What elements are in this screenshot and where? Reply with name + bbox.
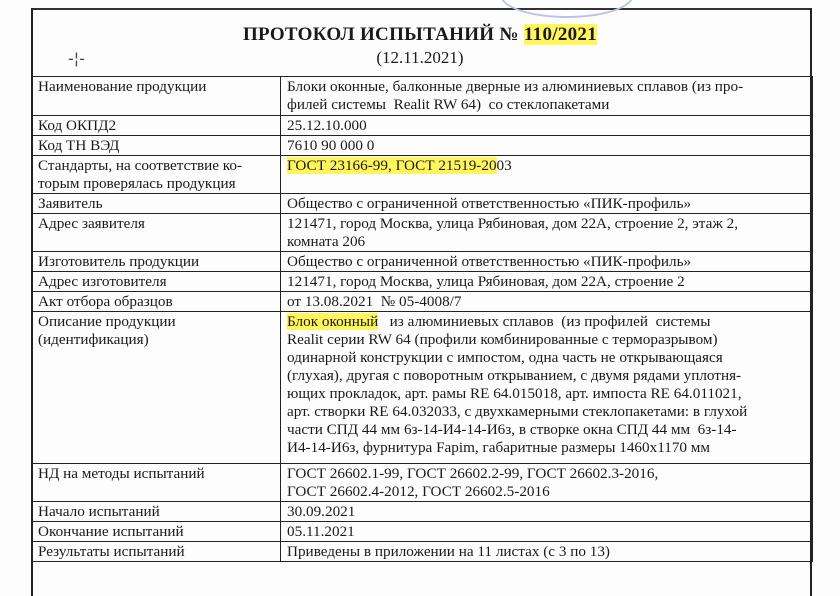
value-line: (глухая), другая с поворотным открыванием, с двумя рядами уплотня- xyxy=(287,367,742,384)
row-value xyxy=(281,502,813,522)
protocol-table xyxy=(31,76,813,562)
table-row xyxy=(32,464,813,502)
row-value xyxy=(281,312,813,464)
value-line: комната 206 xyxy=(287,233,366,250)
table-row xyxy=(32,214,813,252)
row-value xyxy=(281,214,813,252)
value-line: части СПД 44 мм 6з-14-И4-14-И6з, в створке окна СПД 44 мм 6з-14- xyxy=(287,421,737,438)
value-line: Общество с ограниченной ответственностью «ПИК-профиль» xyxy=(287,195,692,212)
highlighted-text: Блок оконный xyxy=(287,313,379,330)
document-date: (12.11.2021) xyxy=(376,48,464,67)
label-line: торым проверялась продукция xyxy=(38,175,236,192)
label-line: (идентификация) xyxy=(38,331,149,348)
value-line: арт. створки RE 64.032033, с двухкамерными стеклопакетами: в глухой xyxy=(287,403,748,420)
table-row xyxy=(32,272,813,292)
value-line xyxy=(287,157,806,175)
table-row xyxy=(32,156,813,194)
row-label xyxy=(32,522,281,542)
row-label xyxy=(32,116,281,136)
row-label xyxy=(32,272,281,292)
label-line: Код ОКПД2 xyxy=(38,117,117,134)
row-value xyxy=(281,194,813,214)
row-value xyxy=(281,272,813,292)
label-line: Код ТН ВЭД xyxy=(38,137,120,154)
table-row xyxy=(32,136,813,156)
table-row xyxy=(32,252,813,272)
value-line: 05.11.2021 xyxy=(287,523,355,540)
value-line: 7610 90 000 0 xyxy=(287,137,375,154)
label-line: Изготовитель продукции xyxy=(38,253,200,270)
value-line: 121471, город Москва, улица Рябиновая, дом 22А, строение 2 xyxy=(287,273,685,290)
stamp-fragment xyxy=(500,0,634,18)
value-text: 03 xyxy=(496,157,512,174)
label-line: Акт отбора образцов xyxy=(38,293,173,310)
row-value xyxy=(281,522,813,542)
value-text: из алюминиевых сплавов (из профилей системы xyxy=(378,313,711,330)
label-line: Адрес заявителя xyxy=(38,215,145,232)
value-line xyxy=(287,313,806,331)
page-frame-top xyxy=(31,8,812,10)
row-label xyxy=(32,312,281,464)
row-label xyxy=(32,214,281,252)
title-prefix: ПРОТОКОЛ ИСПЫТАНИЙ № xyxy=(242,24,519,45)
row-value xyxy=(281,116,813,136)
table-row xyxy=(32,116,813,136)
table-row xyxy=(32,312,813,464)
label-line: Описание продукции xyxy=(38,313,176,330)
value-line: Realit серии RW 64 (профили комбинированные с терморазрывом) xyxy=(287,331,718,348)
protocol-number: 110/2021 xyxy=(523,24,598,45)
label-line: Начало испытаний xyxy=(38,503,160,520)
label-line: Результаты испытаний xyxy=(38,543,185,560)
value-line: И4-14-И6з, фурнитура Fapim, габаритные размеры 1460х1170 мм xyxy=(287,439,711,456)
row-value xyxy=(281,292,813,312)
row-value xyxy=(281,77,813,116)
value-line: 30.09.2021 xyxy=(287,503,356,520)
row-label xyxy=(32,136,281,156)
row-label xyxy=(32,252,281,272)
label-line: Окончание испытаний xyxy=(38,523,184,540)
document-title xyxy=(0,24,840,46)
value-line: Блоки оконные, балконные дверные из алюминиевых сплавов (из про- xyxy=(287,78,744,95)
label-line: Наименование продукции xyxy=(38,78,207,95)
value-line: филей системы Realit RW 64) со стеклопакетами xyxy=(287,96,610,113)
value-line: от 13.08.2021 № 05-4008/7 xyxy=(287,293,462,310)
table-row xyxy=(32,292,813,312)
value-line: 121471, город Москва, улица Рябиновая, дом 22А, строение 2, этаж 2, xyxy=(287,215,739,232)
label-line: НД на методы испытаний xyxy=(38,465,205,482)
value-line: Приведены в приложении на 11 листах (с 3 по 13) xyxy=(287,543,610,560)
label-line: Адрес изготовителя xyxy=(38,273,167,290)
row-value xyxy=(281,464,813,502)
value-line: ГОСТ 26602.4-2012, ГОСТ 26602.5-2016 xyxy=(287,483,550,500)
value-line: одинарной конструкции с импостом, одна часть не открывающаяся xyxy=(287,349,723,366)
row-label xyxy=(32,194,281,214)
value-line: 25.12.10.000 xyxy=(287,117,367,134)
label-line: Заявитель xyxy=(38,195,103,212)
row-label xyxy=(32,542,281,562)
row-label xyxy=(32,77,281,116)
table-row xyxy=(32,77,813,116)
row-value xyxy=(281,252,813,272)
label-line: Стандарты, на соответствие ко- xyxy=(38,157,243,174)
table-row xyxy=(32,502,813,522)
row-value xyxy=(281,136,813,156)
row-label xyxy=(32,156,281,194)
crosshair-icon: -¦- xyxy=(68,49,85,68)
row-label xyxy=(32,464,281,502)
row-value xyxy=(281,156,813,194)
row-label xyxy=(32,502,281,522)
row-value xyxy=(281,542,813,562)
highlighted-text: ГОСТ 23166-99, ГОСТ 21519-20 xyxy=(287,157,497,174)
value-line: ющих прокладок, арт. рамы RE 64.015018, арт. импоста RE 64.011021, xyxy=(287,385,742,402)
table-row xyxy=(32,542,813,562)
table-row xyxy=(32,194,813,214)
row-label xyxy=(32,292,281,312)
value-line: Общество с ограниченной ответственностью «ПИК-профиль» xyxy=(287,253,692,270)
table-row xyxy=(32,522,813,542)
value-line: ГОСТ 26602.1-99, ГОСТ 26602.2-99, ГОСТ 26602.3-2016, xyxy=(287,465,659,482)
